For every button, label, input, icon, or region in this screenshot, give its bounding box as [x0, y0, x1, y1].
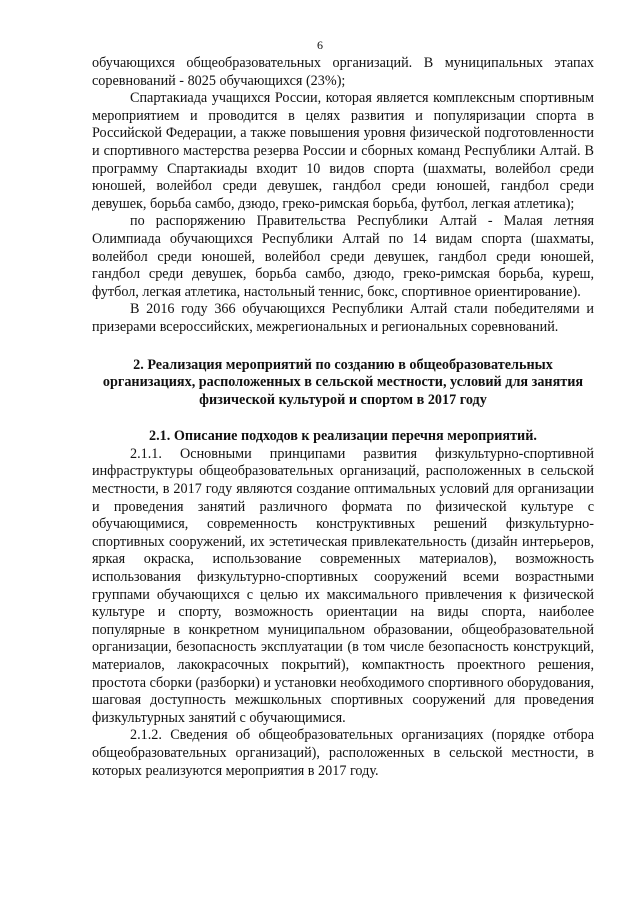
paragraph-winners-2016: В 2016 году 366 обучающихся Республики Алтай стали победителями и призерами всероссийских, межрегиональных и региональных соревнований. — [92, 301, 594, 335]
paragraph-municipal-stages: обучающихся общеобразовательных организаций. В муниципальных этапах соревнований - 8025 обучающихся (23%); — [92, 55, 594, 89]
section-2-heading: 2. Реализация мероприятий по созданию в общеобразовательных организациях, расположенных в сельской местности, условий для занятия физической культурой и спортом в 2017 году — [102, 356, 584, 408]
paragraph-2-1-2: 2.1.2. Сведения об общеобразовательных организациях (порядке отбора общеобразовательных организаций), расположенных в сельской местности, в которых реализуются мероприятия в 2017 году. — [92, 727, 594, 779]
page-number: 6 — [317, 38, 323, 52]
section-2-1-heading: 2.1. Описание подходов к реализации перечня мероприятий. — [149, 428, 537, 445]
paragraph-spartakiad: Спартакиада учащихся России, которая является комплексным спортивным мероприятием и проводится в целях развития и популяризации спорта в Российской Федерации, а также повышения уровня физической подготовленности и спортивного мастерства резерва России и сборных команд Республики Алтай. В программу Спартакиады входит 10 видов спорта (шахматы, волейбол среди юношей, волейбол среди девушек, гандбол среди юношей, гандбол среди девушек, борьба самбо, дзюдо, греко-римская борьба, футбол, легкая атлетика); — [92, 90, 594, 212]
paragraph-small-olympiad: по распоряжению Правительства Республики Алтай - Малая летняя Олимпиада обучающихся Республики Алтай по 14 видам спорта (шахматы, волейбол среди юношей, волейбол среди девушек, гандбол среди юношей, гандбол среди девушек, борьба самбо, дзюдо, греко-римская борьба, куреш, футбол, легкая атлетика, настольный теннис, бокс, спортивное ориентирование). — [92, 213, 594, 300]
paragraph-2-1-1: 2.1.1. Основными принципами развития физкультурно-спортивной инфраструктуры общеобразовательных организаций, расположенных в сельской местности, в 2017 году являются создание оптимальных условий для организации и проведения занятий различного формата по физической культуре с обучающимися, современность конструктивных решений физкультурно-спортивных сооружений, их эстетическая привлекательность (дизайн интерьеров, яркая окраска, использование современных материалов), возможность использования физкультурно-спортивных сооружений всеми возрастными группами обучающихся с целью их максимального привлечения к физической культуре и спорту, возможность ориентации на виды спорта, наиболее популярные в конкретном муниципальном образовании, общеобразовательной организации, безопасность эксплуатации (в том числе безопасность конструкций, материалов, лакокрасочных покрытий), компактность проектного решения, простота сборки (разборки) и установки необходимого спортивного оборудования, шаговая доступность межшкольных спортивных сооружений для проведения физкультурных занятий с обучающимися. — [92, 445, 594, 726]
document-body — [92, 55, 594, 780]
